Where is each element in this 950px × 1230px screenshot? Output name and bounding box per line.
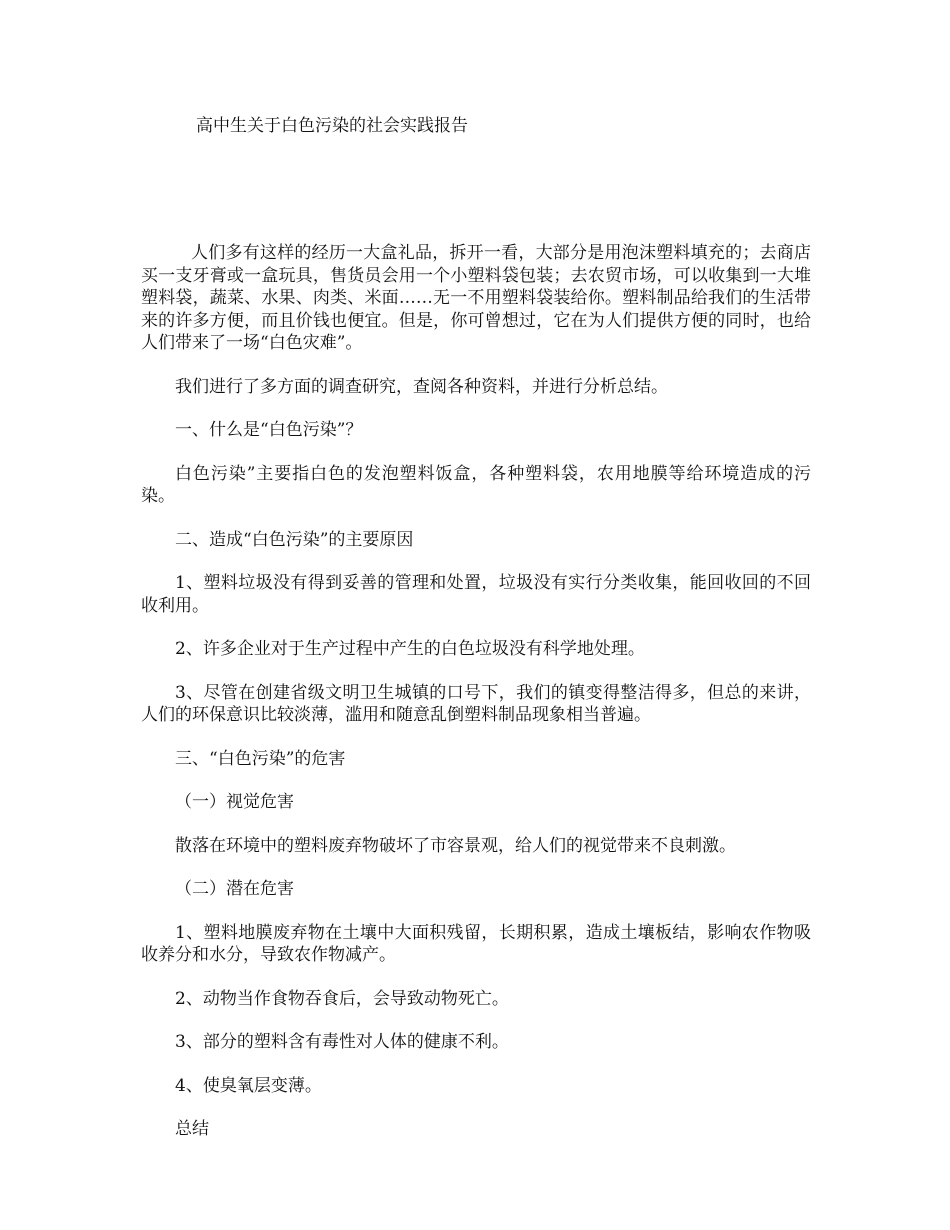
document-title: 高中生关于白色污染的社会实践报告 <box>196 116 468 136</box>
harm-item-3: 3、部分的塑料含有毒性对人体的健康不利。 <box>175 1032 509 1052</box>
document-body <box>141 242 811 1162</box>
intro-paragraph: 人们多有这样的经历一大盒礼品，拆开一看，大部分是用泡沫塑料填充的；去商店买一支牙膏或一盒玩具，售货员会用一个小塑料袋包装；去农贸市场，可以收集到一大堆塑料袋，蔬菜、水果、肉类、米面……无一不用塑料袋装给你。塑料制品给我们的生活带来的许多方便，而且价钱也便宜。但是，你可曾想过，它在为人们提供方便的同时，也给人们带来了一场“白色灾难”。 <box>141 243 811 353</box>
summary-heading: 总结 <box>175 1119 209 1139</box>
subheading-visual-harm: （一）视觉危害 <box>175 792 294 812</box>
definition-paragraph: 白色污染”主要指白色的发泡塑料饭盒，各种塑料袋，农用地膜等给环境造成的污染。 <box>141 463 811 506</box>
subheading-potential-harm: （二）潜在危害 <box>175 879 294 899</box>
section-heading-causes: 二、造成“白色污染”的主要原因 <box>175 529 414 550</box>
visual-harm-paragraph: 散落在环境中的塑料废弃物破坏了市容景观，给人们的视觉带来不良刺激。 <box>175 835 736 856</box>
harm-item-1: 1、塑料地膜废弃物在土壤中大面积残留，长期积累，造成土壤板结，影响农作物吸收养分和水分，导致农作物减产。 <box>141 922 811 965</box>
section-heading-what-is: 一、什么是“白色污染”？ <box>175 420 363 440</box>
section-heading-harms: 三、“白色污染”的危害 <box>175 748 346 769</box>
research-paragraph: 我们进行了多方面的调查研究，查阅各种资料，并进行分析总结。 <box>175 376 668 397</box>
harm-item-2: 2、动物当作食物吞食后，会导致动物死亡。 <box>175 988 509 1009</box>
harm-item-4: 4、使臭氧层变薄。 <box>175 1075 322 1096</box>
cause-item-2: 2、许多企业对于生产过程中产生的白色垃圾没有科学地处理。 <box>175 639 645 659</box>
cause-item-3: 3、尽管在创建省级文明卫生城镇的口号下，我们的镇变得整洁得多，但总的来讲，人们的环保意识比较淡薄，滥用和随意乱倒塑料制品现象相当普遍。 <box>141 682 811 725</box>
cause-item-1: 1、塑料垃圾没有得到妥善的管理和处置，垃圾没有实行分类收集，能回收回的不回收利用。 <box>141 573 811 616</box>
